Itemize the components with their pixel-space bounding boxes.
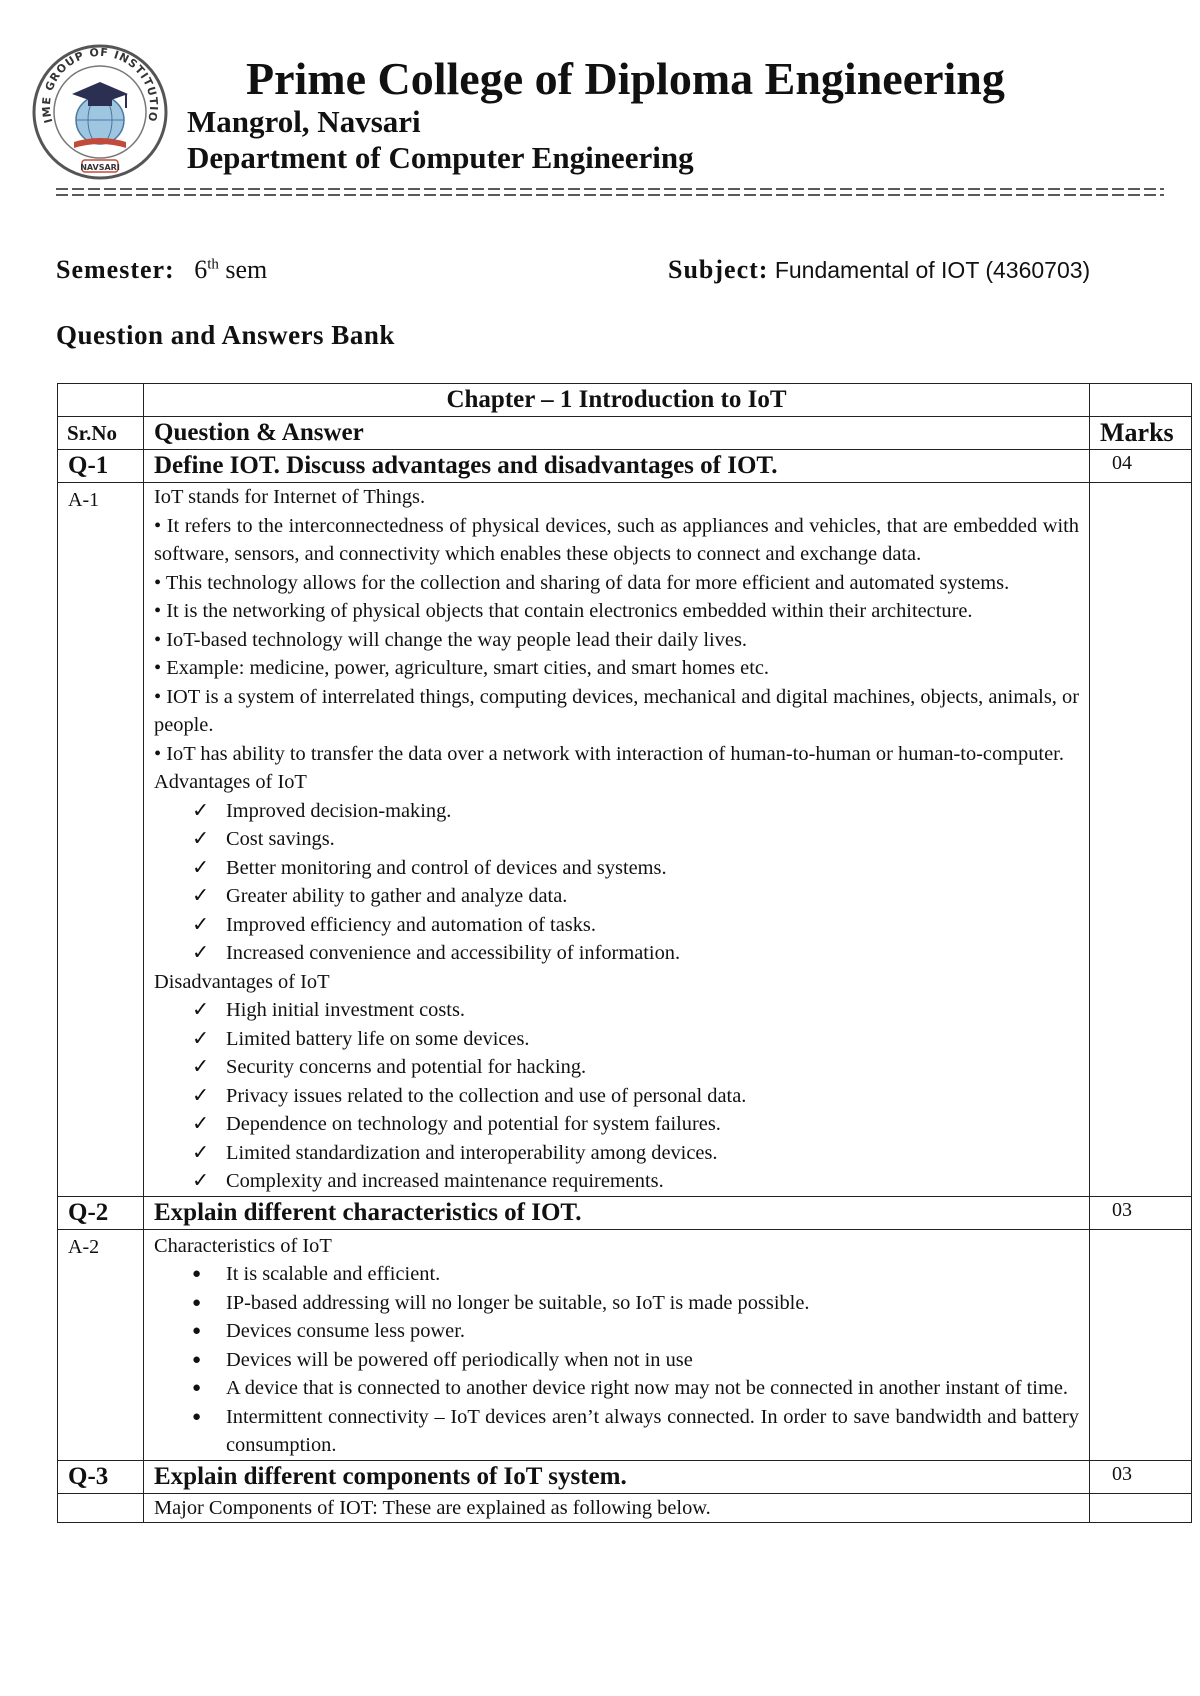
answer-text [144,1229,1090,1460]
answer-text: Major Components of IOT: These are explained as following below. [144,1493,1090,1523]
question-row [58,1196,1192,1229]
question-text: Explain different components of IoT system. [144,1460,1090,1493]
question-marks: 03 [1090,1460,1192,1493]
qa-table [57,383,1192,1523]
disadvantages-list [154,996,1079,1196]
list-item: ✓ Dependence on technology and potential for system failures. [192,1110,1079,1139]
disadvantages-title: Disadvantages of IoT [154,970,330,993]
checkmark-icon: ✓ [192,828,210,850]
advantages-title: Advantages of IoT [154,771,307,793]
semester-label: Semester: [56,255,175,284]
list-item: ✓ Improved decision-making. [192,797,1079,826]
header-row [58,417,1192,450]
answer-line: IoT stands for Internet of Things. [154,486,426,508]
institution-seal-icon [30,42,170,182]
checkmark-icon: ✓ [192,799,210,822]
question-id: Q-1 [58,450,144,483]
col-header-srno: Sr.No [58,417,144,450]
col-header-question-answer: Question & Answer [144,417,1090,450]
list-item: ● Devices consume less power. [192,1317,1079,1346]
college-logo [30,42,170,182]
list-item: ● It is scalable and efficient. [192,1260,1079,1289]
answer-line: • This technology allows for the collection and sharing of data for more efficient and automated systems. [154,571,1010,594]
col-header-marks: Marks [1090,417,1192,450]
answer-row [58,1229,1192,1460]
list-item: ● Devices will be powered off periodically when not in use [192,1346,1079,1375]
checkmark-icon: ✓ [192,1056,210,1078]
college-name: Prime College of Diploma Engineering [246,53,1005,104]
checkmark-icon: ✓ [192,1113,210,1135]
list-item: ✓ Security concerns and potential for hacking. [192,1053,1079,1082]
question-row [58,1460,1192,1493]
subject-field [668,255,1090,285]
answer-line: • IoT has ability to transfer the data over a network with interaction of human-to-human or human-to-computer. [154,742,1064,765]
list-item: ✓ Increased convenience and accessibility of information. [192,939,1079,968]
list-item: ✓ Complexity and increased maintenance requirements. [192,1167,1079,1196]
answer-row [58,483,1192,1197]
list-item: ✓ High initial investment costs. [192,996,1079,1025]
subject-value: Fundamental of IOT (4360703) [768,257,1091,283]
list-item: ✓ Limited battery life on some devices. [192,1025,1079,1054]
checkmark-icon: ✓ [192,1084,210,1107]
list-item: ✓ Better monitoring and control of devices and systems. [192,854,1079,883]
list-item: ✓ Improved efficiency and automation of tasks. [192,911,1079,940]
question-text: Explain different characteristics of IOT. [144,1196,1090,1229]
answer-id: A-2 [58,1229,144,1460]
checkmark-icon: ✓ [192,1141,210,1164]
logo-bottom-text: NAVSARI [80,163,120,172]
list-item: ✓ Limited standardization and interoperability among devices. [192,1139,1079,1168]
question-marks: 04 [1090,450,1192,483]
checkmark-icon: ✓ [192,856,210,879]
answer-text [144,483,1090,1197]
list-item: ● A device that is connected to another device right now may not be connected in another instant of time. [192,1374,1079,1403]
department-name: Department of Computer Engineering [187,140,694,175]
section-title: Question and Answers Bank [56,320,395,350]
semester-value: 6th sem [194,255,268,284]
college-location: Mangrol, Navsari [187,104,421,139]
list-item: ✓ Cost savings. [192,825,1079,854]
question-id: Q-3 [58,1460,144,1493]
characteristics-title: Characteristics of IoT [154,1234,332,1257]
checkmark-icon: ✓ [192,1170,210,1192]
checkmark-icon: ✓ [192,1027,210,1050]
answer-line: • It refers to the interconnectedness of physical devices, such as appliances and vehicles, that are embedded with software, sensors, and connectivity which enables these objects to connect and exchange data. [154,514,1079,565]
answer-line: • IOT is a system of interrelated things, computing devices, mechanical and digital machines, objects, animals, or people. [154,685,1079,736]
list-item: ● Intermittent connectivity – IoT devices aren’t always connected. In order to save bandwidth and battery consumption. [192,1403,1079,1460]
checkmark-icon: ✓ [192,913,210,936]
answer-row [58,1493,1192,1523]
list-item: ✓ Greater ability to gather and analyze data. [192,882,1079,911]
chapter-row [58,384,1192,417]
answer-line: • It is the networking of physical objects that contain electronics embedded within their architecture. [154,600,973,622]
question-id: Q-2 [58,1196,144,1229]
subject-label: Subject: [668,255,769,284]
chapter-title: Chapter – 1 Introduction to IoT [144,384,1090,417]
answer-id: A-1 [58,483,144,1197]
answer-line: • Example: medicine, power, agriculture, smart cities, and smart homes etc. [154,657,770,679]
checkmark-icon: ✓ [192,942,210,964]
list-item: ✓ Privacy issues related to the collection and use of personal data. [192,1082,1079,1111]
question-marks: 03 [1090,1196,1192,1229]
answer-line: • IoT-based technology will change the way people lead their daily lives. [154,628,748,651]
checkmark-icon: ✓ [192,885,210,907]
list-item: ● IP-based addressing will no longer be suitable, so IoT is made possible. [192,1289,1079,1318]
characteristics-list [154,1260,1079,1460]
checkmark-icon: ✓ [192,999,210,1021]
semester-field [56,255,267,285]
question-text: Define IOT. Discuss advantages and disadvantages of IOT. [144,450,1090,483]
logo-ring-text: IME GROUP OF INSTITUTIO [39,45,161,125]
question-row [58,450,1192,483]
advantages-list [154,797,1079,968]
header-separator [56,186,1164,198]
